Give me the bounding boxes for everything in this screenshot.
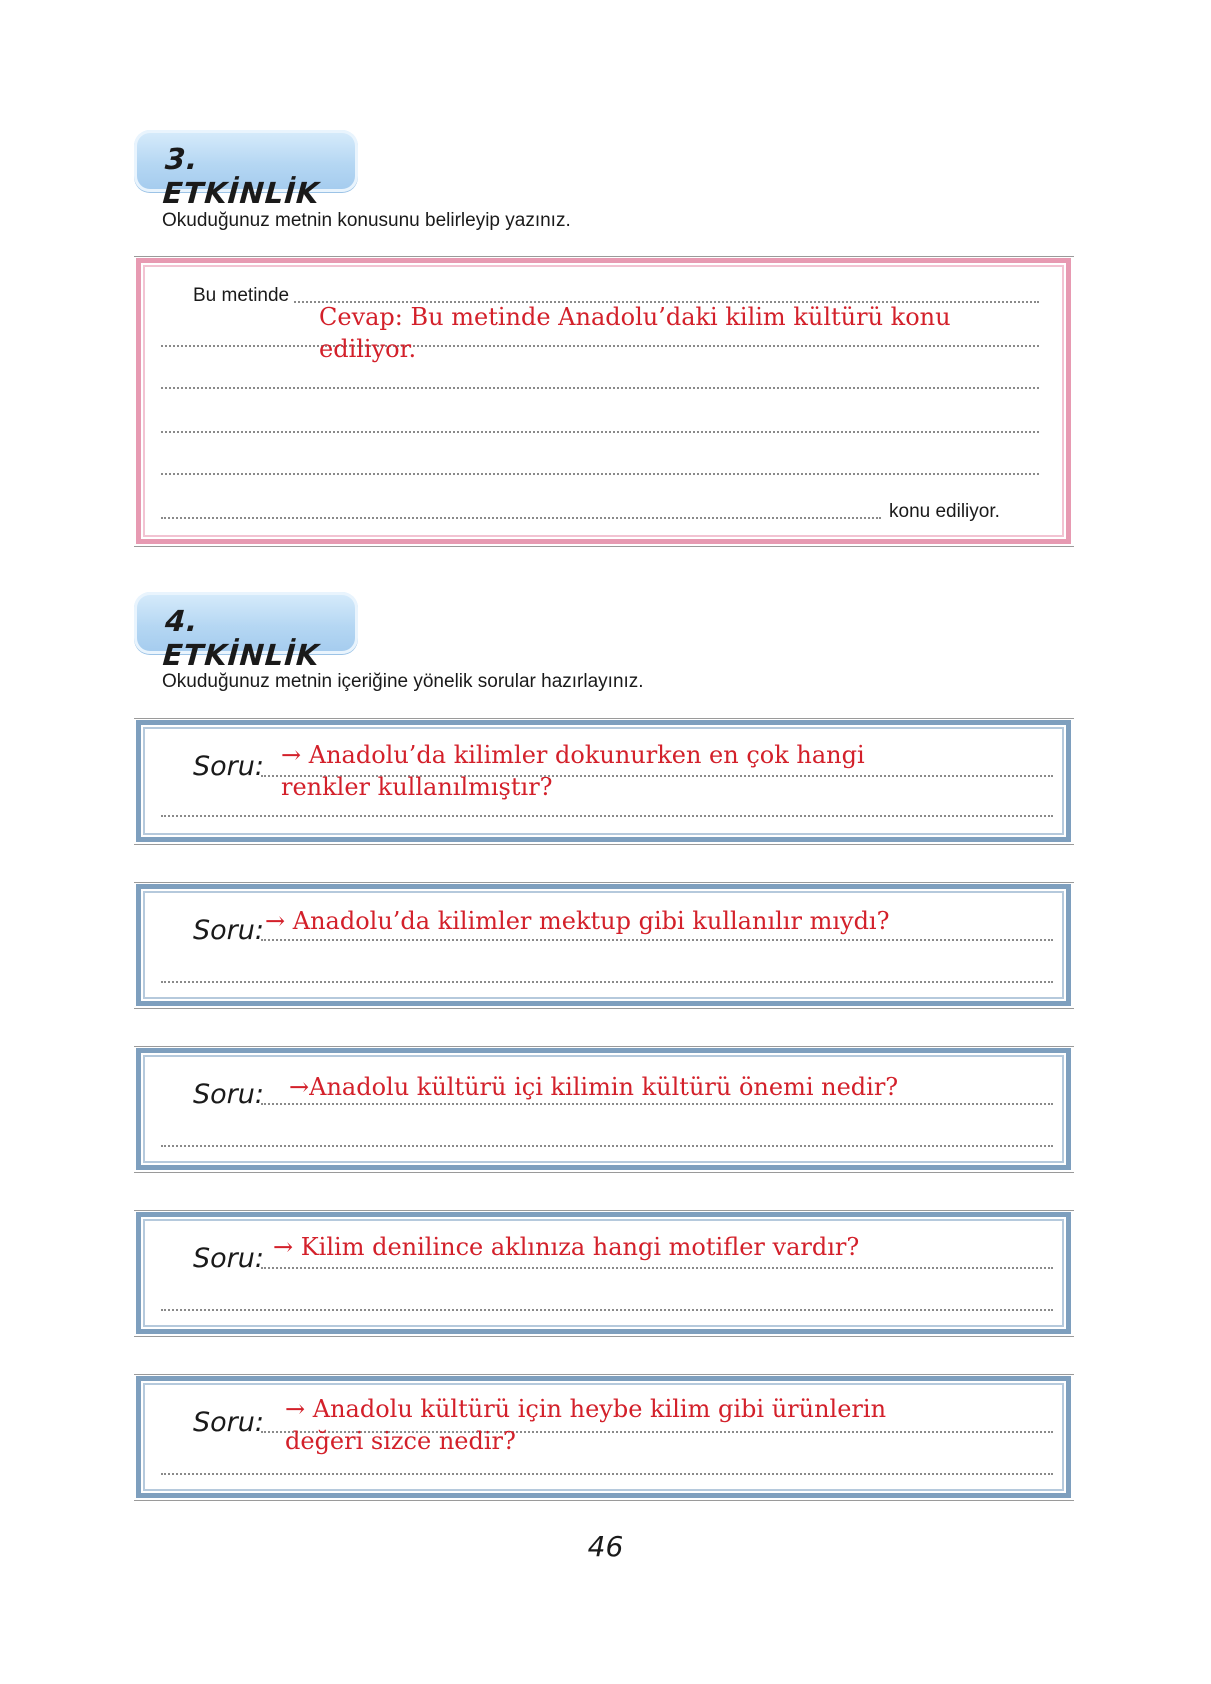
frame-edge-line [134, 1210, 1074, 1211]
write-line [161, 345, 1039, 347]
question-3-line-1: →Anadolu kültürü içi kilimin kültürü önemi nedir? [289, 1073, 899, 1101]
write-line [161, 1145, 1053, 1147]
activity-4-title: 4. ETKİNLİK [161, 604, 321, 672]
activity-3-title: 3. ETKİNLİK [161, 142, 321, 210]
write-line [161, 473, 1039, 475]
frame-edge-line [134, 1008, 1074, 1009]
question-label: Soru: [193, 1243, 264, 1274]
question-box-5[interactable] [136, 1376, 1071, 1498]
write-line [161, 1473, 1053, 1475]
write-line [161, 387, 1039, 389]
activity-4-instruction: Okuduğunuz metnin içeriğine yönelik sorular hazırlayınız. [162, 671, 644, 692]
frame-edge-line [134, 882, 1074, 883]
write-line [261, 1103, 1053, 1105]
write-line [261, 1267, 1053, 1269]
topic-answer-line-2: ediliyor. [319, 335, 417, 363]
question-5-line-2: değeri sizce nedir? [285, 1427, 516, 1455]
topic-answer-box[interactable] [136, 258, 1071, 544]
frame-edge-line [134, 546, 1074, 547]
question-1-line-1: → Anadolu’da kilimler dokunurken en çok hangi [281, 741, 865, 769]
frame-edge-line [134, 1172, 1074, 1173]
start-label: Bu metinde [193, 285, 293, 307]
write-line [161, 981, 1053, 983]
frame-edge-line [134, 1500, 1074, 1501]
question-1-line-2: renkler kullanılmıştır? [281, 773, 553, 801]
frame-edge-line [134, 718, 1074, 719]
question-4-line-1: → Kilim denilince aklınıza hangi motifler vardır? [273, 1233, 860, 1261]
frame-edge-line [134, 1336, 1074, 1337]
topic-answer-line-1: Cevap: Bu metinde Anadolu’daki kilim kültürü konu [319, 303, 951, 331]
question-box-2[interactable] [136, 884, 1071, 1006]
question-label: Soru: [193, 751, 264, 782]
question-5-line-1: → Anadolu kültürü için heybe kilim gibi ürünlerin [285, 1395, 887, 1423]
question-box-3[interactable] [136, 1048, 1071, 1170]
end-label: konu ediliyor. [885, 501, 1004, 523]
page-number: 46 [587, 1530, 624, 1563]
question-box-4[interactable] [136, 1212, 1071, 1334]
question-label: Soru: [193, 915, 264, 946]
question-2-line-1: → Anadolu’da kilimler mektup gibi kullanılır mıydı? [265, 907, 890, 935]
write-line [161, 1309, 1053, 1311]
activity-3-instruction: Okuduğunuz metnin konusunu belirleyip yazınız. [162, 210, 571, 231]
write-line [161, 431, 1039, 433]
activity-3-badge [134, 130, 358, 210]
question-box-1[interactable] [136, 720, 1071, 842]
frame-edge-line [134, 1046, 1074, 1047]
write-line [161, 517, 881, 519]
write-line [261, 939, 1053, 941]
frame-edge-line [134, 1374, 1074, 1375]
frame-edge-line [134, 256, 1074, 257]
question-label: Soru: [193, 1079, 264, 1110]
frame-edge-line [134, 844, 1074, 845]
write-line [161, 815, 1053, 817]
question-label: Soru: [193, 1407, 264, 1438]
activity-4-badge [134, 592, 358, 672]
